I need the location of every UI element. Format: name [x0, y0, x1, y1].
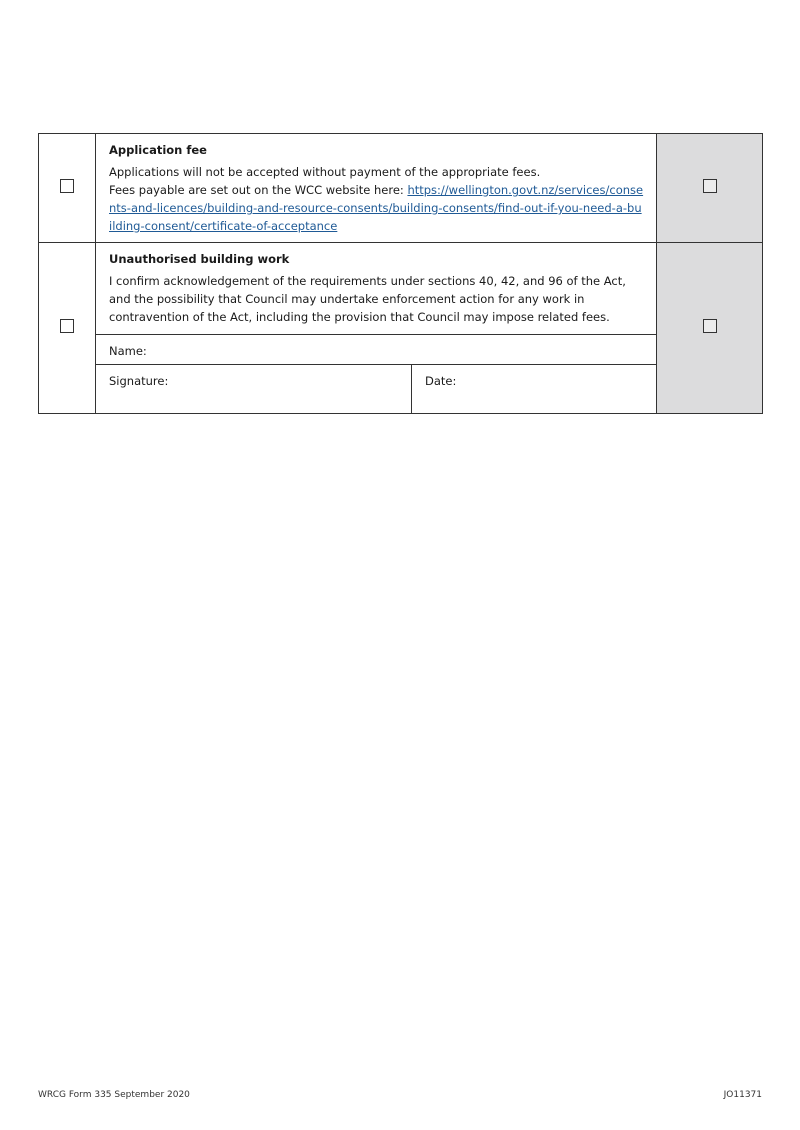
application-fee-line2: Fees payable are set out on the WCC website here: — [109, 183, 408, 197]
signature-label: Signature: — [109, 374, 169, 388]
signature-field[interactable] — [96, 365, 412, 414]
application-fee-checkbox-cell — [39, 134, 96, 243]
application-fee-applicant-checkbox[interactable] — [60, 179, 74, 193]
unauthorised-work-applicant-checkbox[interactable] — [60, 319, 74, 333]
application-fee-content — [96, 134, 657, 243]
footer-job-reference: JO11371 — [723, 1090, 762, 1100]
unauthorised-work-heading: Unauthorised building work — [109, 252, 290, 266]
name-row — [39, 335, 763, 365]
application-fee-office-cell — [657, 134, 763, 243]
date-field[interactable] — [412, 365, 657, 414]
application-fee-line1: Applications will not be accepted without payment of the appropriate fees. — [109, 165, 541, 179]
date-label: Date: — [425, 374, 457, 388]
name-field[interactable] — [96, 335, 657, 365]
unauthorised-work-checkbox-cell — [39, 243, 96, 414]
application-fee-heading: Application fee — [109, 143, 207, 157]
application-fee-row — [39, 134, 763, 243]
unauthorised-work-office-checkbox[interactable] — [703, 319, 717, 333]
name-label: Name: — [109, 344, 147, 358]
unauthorised-work-row — [39, 243, 763, 335]
wcc-fees-link[interactable]: https://wellington.govt.nz/services/consents-and-licences/building-and-resource-consents/building-consents/find-out-if-you-need-a-building-consent/certificate-of-acceptance — [109, 183, 644, 233]
checklist-table — [38, 133, 763, 414]
unauthorised-work-office-cell — [657, 243, 763, 414]
signature-date-row — [39, 365, 763, 414]
unauthorised-work-content — [96, 243, 657, 335]
unauthorised-work-body: I confirm acknowledgement of the requirements under sections 40, 42, and 96 of the Act, and the possibility that Council may undertake enforcement action for any work in contravention of the Act, including the provision that Council may impose related fees. — [109, 274, 626, 324]
footer-form-reference: WRCG Form 335 September 2020 — [38, 1090, 190, 1100]
application-fee-line2-wrap — [109, 181, 644, 235]
application-fee-office-checkbox[interactable] — [703, 179, 717, 193]
